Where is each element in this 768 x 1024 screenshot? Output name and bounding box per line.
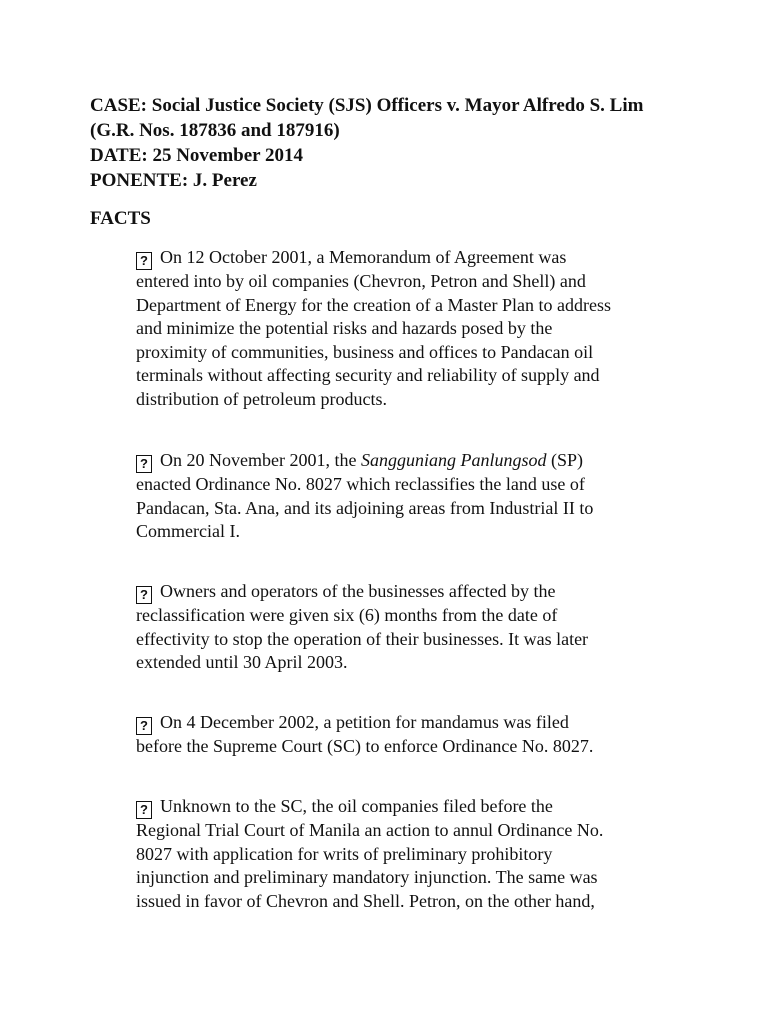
fact-5-line-4: injunction and preliminary mandatory injunction. The same was bbox=[136, 867, 598, 887]
fact-paragraph-1 bbox=[136, 246, 716, 411]
fact-4-line-1: On 4 December 2002, a petition for mandamus was filed bbox=[160, 712, 569, 732]
fact-paragraph-5 bbox=[136, 795, 716, 913]
fact-4-line-2: before the Supreme Court (SC) to enforce Ordinance No. 8027. bbox=[136, 736, 594, 756]
missing-glyph-icon: ? bbox=[136, 455, 152, 473]
case-date: DATE: 25 November 2014 bbox=[90, 145, 304, 166]
case-title-line-2: (G.R. Nos. 187836 and 187916) bbox=[90, 120, 340, 141]
fact-paragraph-3 bbox=[136, 580, 716, 675]
fact-paragraph-2 bbox=[136, 449, 716, 544]
fact-5-line-2: Regional Trial Court of Manila an action to annul Ordinance No. bbox=[136, 820, 604, 840]
fact-paragraph-4 bbox=[136, 711, 716, 759]
fact-1-line-6: terminals without affecting security and reliability of supply and bbox=[136, 365, 600, 385]
fact-5-line-5: issued in favor of Chevron and Shell. Petron, on the other hand, bbox=[136, 890, 595, 911]
fact-2-line-1-italic: Sangguniang Panlungsod bbox=[360, 450, 547, 470]
fact-1-line-2: entered into by oil companies (Chevron, Petron and Shell) and bbox=[136, 271, 586, 291]
fact-1-line-3: Department of Energy for the creation of a Master Plan to address bbox=[136, 294, 612, 315]
case-ponente: PONENTE: J. Perez bbox=[90, 170, 257, 191]
fact-1-line-4: and minimize the potential risks and hazards posed by the bbox=[136, 318, 553, 338]
missing-glyph-icon: ? bbox=[136, 801, 152, 819]
case-title-line-1: CASE: Social Justice Society (SJS) Officers v. Mayor Alfredo S. Lim bbox=[90, 95, 644, 116]
missing-glyph-icon: ? bbox=[136, 252, 152, 270]
fact-5-line-1: Unknown to the SC, the oil companies filed before the bbox=[160, 796, 553, 816]
fact-2-line-4: Commercial I. bbox=[136, 521, 240, 541]
fact-1-line-1: On 12 October 2001, a Memorandum of Agreement was bbox=[160, 247, 567, 267]
fact-2-line-1-post: (SP) bbox=[546, 450, 583, 470]
fact-1-line-5: proximity of communities, business and offices to Pandacan oil bbox=[136, 341, 594, 362]
fact-1-line-7: distribution of petroleum products. bbox=[136, 388, 387, 409]
case-header bbox=[90, 93, 730, 193]
fact-3-line-4: extended until 30 April 2003. bbox=[136, 652, 348, 672]
fact-3-line-2: reclassification were given six (6) months from the date of bbox=[136, 605, 558, 625]
fact-2-line-2: enacted Ordinance No. 8027 which reclassifies the land use of bbox=[136, 474, 585, 494]
section-title-facts: FACTS bbox=[90, 208, 151, 229]
fact-3-line-1: Owners and operators of the businesses affected by the bbox=[160, 581, 556, 601]
missing-glyph-icon: ? bbox=[136, 717, 152, 735]
missing-glyph-icon: ? bbox=[136, 586, 152, 604]
fact-3-line-3: effectivity to stop the operation of their businesses. It was later bbox=[136, 628, 589, 649]
fact-5-line-3: 8027 with application for writs of preliminary prohibitory bbox=[136, 843, 553, 864]
fact-2-line-3: Pandacan, Sta. Ana, and its adjoining areas from Industrial II to bbox=[136, 497, 594, 518]
fact-2-line-1-pre: On 20 November 2001, the bbox=[160, 450, 361, 470]
